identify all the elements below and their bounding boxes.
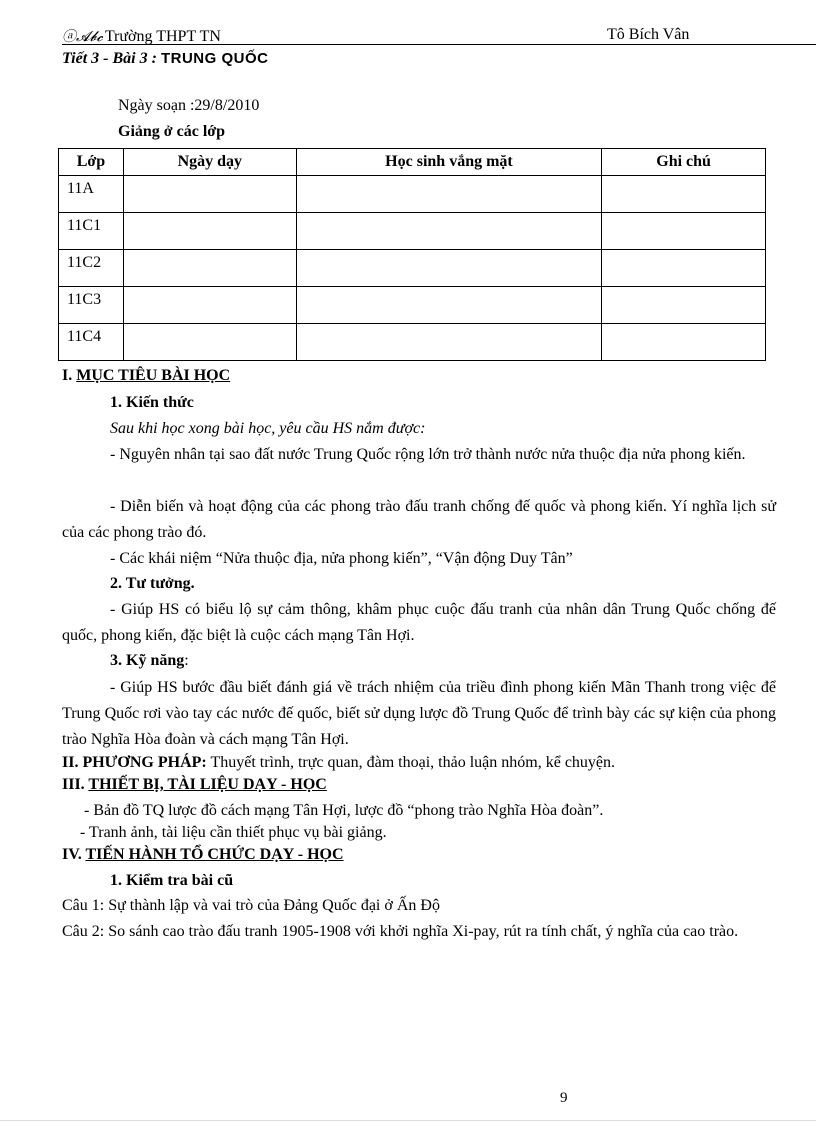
header-school: ⓐ𝓐𝓫𝓬 Trường THPT TN [62, 28, 221, 45]
class-cell: 11A [59, 176, 124, 213]
class-cell: 11C1 [59, 213, 124, 250]
knowledge-intro: Sau khi học xong bài học, yêu cầu HS nắm được: [110, 420, 426, 437]
section-4-heading: IV. TIẾN HÀNH TỔ CHỨC DẠY - HỌC [62, 846, 344, 863]
knowledge-heading: 1. Kiến thức [110, 394, 194, 411]
review-heading: 1. Kiểm tra bài cũ [110, 872, 234, 889]
question-1: Câu 1: Sự thành lập và vai trò của Đảng Quốc đại ở Ấn Độ [62, 897, 440, 914]
header-divider [62, 44, 816, 45]
thought-heading: 2. Tư tưởng. [110, 575, 195, 592]
lesson-number: Tiết 3 - Bài 3 : [62, 50, 157, 67]
skill-heading: 3. Kỹ năng: [110, 652, 189, 669]
table-header: Học sinh vắng mặt [296, 149, 602, 176]
table-row [59, 324, 766, 361]
table-row [59, 176, 766, 213]
table-header-row [59, 149, 766, 176]
paragraph: - Các khái niệm “Nửa thuộc địa, nửa phong kiến”, “Vận động Duy Tân” [110, 550, 573, 567]
page-number: 9 [560, 1090, 568, 1106]
section-2-heading: II. PHƯƠNG PHÁP: Thuyết trình, trực quan, đàm thoại, thảo luận nhóm, kể chuyện. [62, 754, 616, 771]
table-header: Ghi chú [602, 149, 766, 176]
equipment-line: - Tranh ảnh, tài liệu cần thiết phục vụ bài giảng. [80, 824, 387, 841]
taught-label: Giảng ở các lớp [118, 123, 226, 140]
equipment-line: - Bản đồ TQ lược đồ cách mạng Tân Hợi, lược đồ “phong trào Nghĩa Hòa đoàn”. [84, 802, 604, 819]
paragraph: - Giúp HS có biểu lộ sự cảm thông, khâm phục cuộc đấu tranh của nhân dân Trung Quốc chống đế quốc, phong kiến, đặc biệt là cuộc cách mạng Tân Hợi. [62, 601, 776, 644]
table-row [59, 287, 766, 324]
lesson-title [62, 50, 268, 68]
table-header: Lớp [59, 149, 124, 176]
section-1-heading: I. MỤC TIÊU BÀI HỌC [62, 367, 231, 384]
header-author: Tô Bích Vân [607, 26, 690, 43]
section-3-heading: III. THIẾT BỊ, TÀI LIỆU DẠY - HỌC [62, 776, 327, 793]
class-cell: 11C4 [59, 324, 124, 361]
paragraph: - Nguyên nhân tại sao đất nước Trung Quốc rộng lớn trở thành nước nửa thuộc địa nửa phong kiến. [110, 446, 746, 463]
class-cell: 11C3 [59, 287, 124, 324]
attendance-table [58, 148, 766, 361]
paragraph: - Giúp HS bước đầu biết đánh giá về trách nhiệm của triều đình phong kiến Mãn Thanh trong việc để Trung Quốc rơi vào tay các nước đế quốc, biết sử dụng lược đồ Trung Quốc để trình bày các sự kiện của phong trào Nghĩa Hòa đoàn và cách mạng Tân Hợi. [62, 679, 776, 748]
decorative-logo: ⓐ𝓐𝓫𝓬 [62, 30, 103, 45]
class-cell: 11C2 [59, 250, 124, 287]
prep-date: Ngày soạn :29/8/2010 [118, 97, 260, 114]
page-bottom-edge [0, 1120, 816, 1121]
paragraph: - Diễn biến và hoạt động của các phong trào đấu tranh chống đế quốc và phong kiến. Yí nghĩa lịch sử của các phong trào đó. [62, 498, 776, 541]
table-row [59, 213, 766, 250]
lesson-name: TRUNG QUỐC [160, 50, 269, 67]
question-2: Câu 2: So sánh cao trào đấu tranh 1905-1908 với khởi nghĩa Xi-pay, rút ra tính chất, ý nghĩa của cao trào. [62, 923, 739, 940]
table-row [59, 250, 766, 287]
table-header: Ngày dạy [123, 149, 296, 176]
